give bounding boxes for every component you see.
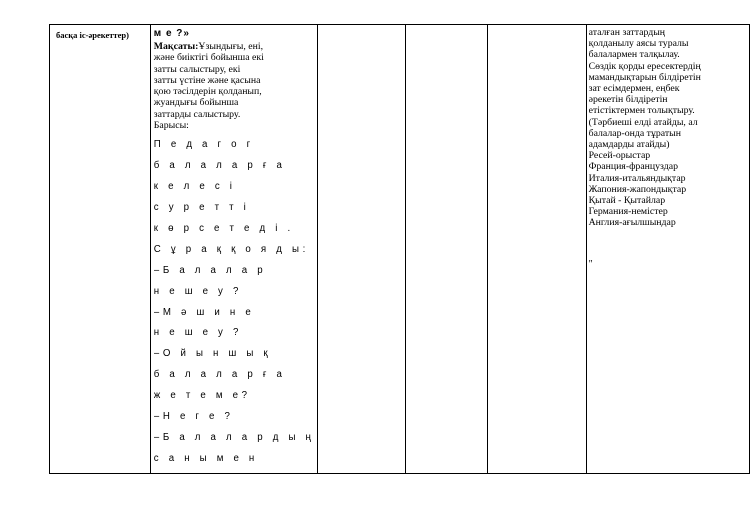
table-row [50, 25, 750, 474]
dialogue-line: –Б а л а л а р [153, 264, 267, 276]
country-line: Германия-немістер [588, 206, 668, 218]
discussion-cell [586, 25, 749, 474]
discussion-line: балалар-онда тұратын [588, 127, 681, 139]
dialogue-line: к е л е с і [153, 181, 236, 193]
dialogue-line: с у р е т т і [153, 202, 250, 214]
country-line: Ресей-орыстар [588, 150, 651, 162]
dialogue-line: –Н е г е ? [153, 410, 234, 422]
goal-line: жуандығы бойынша [153, 97, 239, 109]
discussion-line: аталған заттардың [588, 27, 666, 38]
discussion-line: (Тәрбиеші елді атайды, ал [588, 116, 698, 128]
dialogue-line: к ө р с е т е д і . [153, 222, 294, 234]
lesson-cell [150, 25, 317, 474]
dialogue-line: б а л а л а р ғ а [153, 369, 286, 381]
dialogue-line: ж е т е м е? [153, 390, 251, 402]
discussion-line: етістіктермен толықтыру. [588, 105, 695, 117]
goal-line: Барысы: [153, 120, 189, 132]
dialogue-line: –О й ы н ш ы қ [153, 348, 272, 360]
country-line: Франция-француздар [588, 161, 678, 173]
goal-line: және биіктігі бойынша екі [153, 52, 264, 64]
dialogue-line: н е ш е у ? [153, 327, 243, 339]
discussion-line: зат есімдермен, еңбек [588, 83, 680, 95]
closing-quote: " [588, 258, 593, 270]
plan-table [49, 24, 750, 474]
empty-cell [488, 25, 586, 474]
discussion-line: адамдарды атайды) [588, 139, 670, 151]
dialogue-line: –Б а л а л а р д ы ң [153, 431, 315, 443]
discussion-line: әрекетін білдіретін [588, 94, 668, 106]
dialogue-line: –М ә ш и н е [153, 306, 255, 318]
lesson-title: м е ?» [153, 28, 190, 39]
activity-text: басқа іс-әрекеттер) [56, 30, 129, 40]
country-line: Италия-итальяндықтар [588, 172, 686, 184]
discussion-line: қолданылу аясы туралы [588, 38, 689, 50]
empty-cell [405, 25, 488, 474]
goal-line: затты үстіне және қасына [153, 74, 261, 86]
goal-line: затты салыстыру, екі [153, 63, 241, 75]
discussion-line: балалармен талқылау. [588, 49, 680, 61]
empty-cell [317, 25, 405, 474]
dialogue-line: б а л а л а р ғ а [153, 160, 286, 172]
discussion-line: мамандықтарын білдіретін [588, 71, 701, 83]
goal-line: қою тәсілдерін қолданып, [153, 86, 262, 98]
country-line: Қытай - Қытайлар [588, 195, 666, 207]
goal-line: Ұзындығы, ені, [198, 41, 264, 52]
country-line: Жапония-жапондықтар [588, 183, 687, 195]
country-line: Англия-ағылшындар [588, 217, 676, 229]
dialogue-line: П е д а г о г [153, 139, 254, 151]
goal-label: Мақсаты: [153, 41, 199, 52]
discussion-line: Сөздік қорды ересектердің [588, 60, 701, 72]
lesson-goal [154, 41, 315, 131]
dialogue-line: с а н ы м е н [153, 452, 258, 464]
activity-cell [50, 25, 151, 474]
goal-line: заттарды салыстыру. [153, 108, 241, 120]
dialogue-line: н е ш е у ? [153, 285, 243, 297]
dialogue-line: С ұ р а қ қ о я д ы: [153, 243, 310, 255]
